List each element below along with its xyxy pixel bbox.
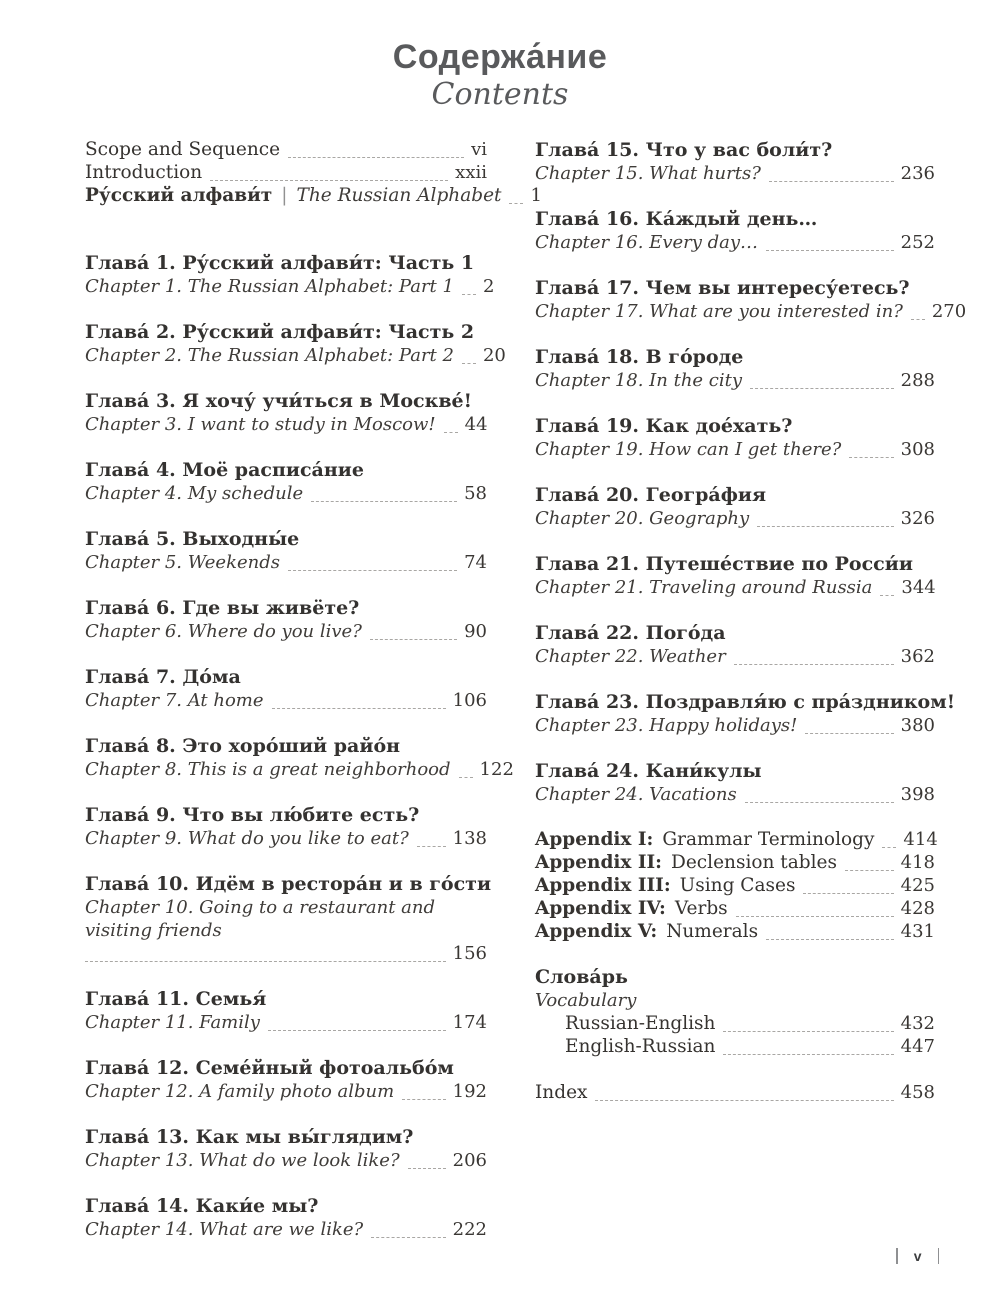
chapter-title-en: Chapter 23. Happy holidays! <box>535 715 798 736</box>
chapter-title-ru: Глава́ 12. Семе́йный фотоальбо́м <box>85 1057 454 1079</box>
leader-line <box>766 939 894 940</box>
leader-line <box>462 294 476 295</box>
chapter-title-ru: Глава́ 13. Как мы вы́глядим? <box>85 1126 414 1148</box>
page-number: 122 <box>479 759 514 780</box>
divider-bar: | <box>281 185 288 206</box>
toc-entry-chapter-12 <box>85 1056 487 1103</box>
leader-line <box>272 708 446 709</box>
page-number: xxii <box>455 162 487 183</box>
chapter-title-ru: Глава́ 22. Пого́да <box>535 622 726 644</box>
chapter-title-en: Chapter 24. Vacations <box>535 784 737 805</box>
page-number: 44 <box>464 414 488 435</box>
leader-line <box>288 570 457 571</box>
page-number: 380 <box>900 715 935 736</box>
leader-line <box>417 846 446 847</box>
page-number: 236 <box>900 163 935 184</box>
page-number: 288 <box>900 370 935 391</box>
chapter-title-ru: Глава́ 17. Чем вы интересу́етесь? <box>535 277 910 299</box>
page-number: 425 <box>900 875 935 896</box>
chapter-title-ru: Глава́ 20. Геогра́фия <box>535 484 767 506</box>
toc-entry-appendix-5 <box>535 920 935 943</box>
leader-line <box>509 203 523 204</box>
toc-entry-chapter-1 <box>85 251 495 298</box>
leader-line <box>595 1100 893 1101</box>
page-number: 308 <box>900 439 935 460</box>
chapter-title-en: Chapter 5. Weekends <box>85 552 280 573</box>
toc-entry-chapter-20 <box>535 483 935 530</box>
toc-entry-chapter-13 <box>85 1125 487 1172</box>
chapter-title-en: Chapter 21. Traveling around Russia <box>535 577 873 598</box>
page-number: 58 <box>464 483 487 504</box>
entry-label: Index <box>535 1082 588 1103</box>
appendix-label: Appendix V: <box>535 921 658 942</box>
appendix-title: Using Cases <box>679 875 796 896</box>
leader-line <box>723 1031 893 1032</box>
leader-line <box>268 1030 446 1031</box>
chapter-title-ru: Глава́ 9. Что вы лю́бите есть? <box>85 804 420 826</box>
chapter-title-ru: Глава́ 1. Ру́сский алфави́т: Часть 1 <box>85 252 475 274</box>
page-number: 432 <box>900 1013 935 1034</box>
leader-line <box>723 1054 893 1055</box>
entry-label: Scope and Sequence <box>85 139 281 160</box>
toc-entry-chapter-14 <box>85 1194 487 1241</box>
chapter-title-ru: Глава́ 4. Моё расписа́ние <box>85 459 364 481</box>
appendix-label: Appendix IV: <box>535 898 666 919</box>
toc-entry-chapter-10 <box>85 872 492 965</box>
footer-divider-right <box>938 1248 940 1264</box>
appendix-title: Grammar Terminology <box>662 829 875 850</box>
toc-entry-appendix-4 <box>535 897 935 920</box>
toc-entry-chapter-23 <box>535 690 956 737</box>
toc-columns <box>0 138 1000 1263</box>
page-number: 326 <box>900 508 935 529</box>
page-number: 344 <box>901 577 936 598</box>
page-number: 222 <box>452 1219 487 1240</box>
leader-line <box>408 1168 446 1169</box>
page-number: 74 <box>464 552 487 573</box>
toc-entry-chapter-21 <box>535 552 935 599</box>
toc-entry-chapter-24 <box>535 759 935 806</box>
title-english: Contents <box>431 77 569 112</box>
toc-entry-chapter-16 <box>535 207 935 254</box>
entry-label: English-Russian <box>565 1036 716 1057</box>
chapter-title-ru: Глава́ 24. Кани́кулы <box>535 760 762 782</box>
leader-line <box>736 916 894 917</box>
chapter-title-ru: Глава́ 11. Семья́ <box>85 988 267 1010</box>
leader-line <box>371 1237 445 1238</box>
toc-entry-chapter-2 <box>85 320 506 367</box>
chapter-title-en: Chapter 15. What hurts? <box>535 163 761 184</box>
page-number: 414 <box>903 829 938 850</box>
leader-line <box>845 870 894 871</box>
chapter-title-en: Chapter 4. My schedule <box>85 483 304 504</box>
toc-entry-chapter-8 <box>85 734 514 781</box>
chapter-title-en: Chapter 3. I want to study in Moscow! <box>85 414 436 435</box>
appendix-title: Verbs <box>674 898 728 919</box>
page-number: 2 <box>482 276 495 297</box>
appendix-label: Appendix II: <box>535 852 663 873</box>
chapter-title-ru: Глава́ 5. Выходны́е <box>85 528 300 550</box>
vocabulary-title-ru: Слова́рь <box>535 966 628 988</box>
leader-line <box>444 432 458 433</box>
toc-entry-chapter-19 <box>535 414 935 461</box>
page-number: vi <box>471 139 487 160</box>
title-russian: Содержа́ние <box>392 38 608 76</box>
page-number: 362 <box>900 646 935 667</box>
chapter-title-en: Chapter 9. What do you like to eat? <box>85 828 409 849</box>
leader-line <box>803 893 893 894</box>
toc-entry-appendix-1 <box>535 828 938 851</box>
leader-line <box>750 388 894 389</box>
toc-entry-alphabet <box>85 184 542 207</box>
page-number: 418 <box>900 852 935 873</box>
vocabulary-title-en: Vocabulary <box>535 990 637 1011</box>
footer-divider-left <box>896 1248 898 1264</box>
leader-line <box>849 457 893 458</box>
leader-line <box>880 595 894 596</box>
page-number: 447 <box>900 1036 935 1057</box>
chapter-title-en: Chapter 19. How can I get there? <box>535 439 842 460</box>
leader-line <box>805 733 893 734</box>
chapter-title-en: Chapter 14. What are we like? <box>85 1219 364 1240</box>
toc-entry-russian-english <box>535 1012 935 1035</box>
folio-page-number: v <box>913 1248 922 1264</box>
page-number: 20 <box>482 345 506 366</box>
page-number: 458 <box>900 1082 935 1103</box>
chapter-title-ru: Глава́ 7. До́ма <box>85 666 241 688</box>
toc-entry-chapter-5 <box>85 527 487 574</box>
toc-entry-chapter-7 <box>85 665 487 712</box>
chapter-title-ru: Глава́ 2. Ру́сский алфави́т: Часть 2 <box>85 321 475 343</box>
toc-entry-chapter-11 <box>85 987 487 1034</box>
leader-line <box>459 777 473 778</box>
toc-right-column <box>535 138 967 1263</box>
toc-entry-index <box>535 1081 935 1104</box>
leader-line <box>766 250 894 251</box>
leader-line <box>210 180 448 181</box>
toc-entry-chapter-4 <box>85 458 487 505</box>
appendix-title: Declension tables <box>671 852 837 873</box>
chapter-title-en: Chapter 1. The Russian Alphabet: Part 1 <box>85 276 454 297</box>
chapter-title-ru: Глава́ 14. Каки́е мы? <box>85 1195 319 1217</box>
leader-line <box>370 639 457 640</box>
toc-entry-appendix-3 <box>535 874 935 897</box>
left-chapter-list <box>85 251 514 1241</box>
leader-line <box>911 319 925 320</box>
toc-entry-chapter-15 <box>535 138 935 185</box>
chapter-title-ru: Глава́ 10. Идём в рестора́н и в го́сти <box>85 873 492 895</box>
leader-line <box>757 526 893 527</box>
chapter-title-en: Chapter 11. Family <box>85 1012 260 1033</box>
toc-entry-scope <box>85 138 487 161</box>
page-number: 428 <box>900 898 935 919</box>
appendix-label: Appendix I: <box>535 829 654 850</box>
appendix-title: Numerals <box>666 921 759 942</box>
toc-entry-chapter-17 <box>535 276 967 323</box>
leader-line <box>882 847 896 848</box>
chapter-title-en: Chapter 18. In the city <box>535 370 743 391</box>
page-number: 252 <box>900 232 935 253</box>
leader-line <box>769 181 894 182</box>
chapter-title-ru: Глава 21. Путеше́ствие по Росси́и <box>535 553 913 575</box>
chapter-title-ru: Глава́ 8. Это хоро́ший райо́н <box>85 735 401 757</box>
chapter-title-ru: Глава́ 6. Где вы живёте? <box>85 597 360 619</box>
chapter-title-ru: Глава́ 18. В го́роде <box>535 346 744 368</box>
chapter-title-ru: Глава́ 16. Ка́ждый день… <box>535 208 818 230</box>
page-number: 270 <box>931 301 967 322</box>
entry-label: Introduction <box>85 162 203 183</box>
chapter-title-ru: Глава́ 15. Что у вас боли́т? <box>535 139 833 161</box>
chapter-title-ru: Глава́ 23. Поздравля́ю с пра́здником! <box>535 691 956 713</box>
toc-entry-english-russian <box>535 1035 935 1058</box>
leader-line <box>85 961 446 962</box>
chapter-title-en: Chapter 6. Where do you live? <box>85 621 362 642</box>
page-number: 174 <box>452 1012 487 1033</box>
chapter-title-en: Chapter 8. This is a great neighborhood <box>85 759 451 780</box>
page-footer <box>896 1248 939 1264</box>
toc-entry-appendix-2 <box>535 851 935 874</box>
page-number: 138 <box>452 828 487 849</box>
right-chapter-list <box>535 138 967 1104</box>
chapter-title-en: Chapter 16. Every day… <box>535 232 759 253</box>
chapter-title-ru: Глава́ 3. Я хочу́ учи́ться в Москве́! <box>85 390 472 412</box>
chapter-title-en: Chapter 13. What do we look like? <box>85 1150 400 1171</box>
chapter-title-ru: Глава́ 19. Как дое́хать? <box>535 415 793 437</box>
entry-label-ru: Ру́сский алфави́т <box>85 185 273 206</box>
page-number: 106 <box>452 690 487 711</box>
chapter-title-en: Chapter 22. Weather <box>535 646 726 667</box>
chapter-title-en: Chapter 12. A family photo album <box>85 1081 395 1102</box>
page-number: 192 <box>452 1081 487 1102</box>
entry-label-en: The Russian Alphabet <box>296 185 502 206</box>
page-number: 1 <box>530 185 542 206</box>
leader-line <box>745 802 894 803</box>
leader-line <box>734 664 894 665</box>
toc-entry-chapter-3 <box>85 389 487 436</box>
leader-line <box>311 501 457 502</box>
toc-entry-chapter-9 <box>85 803 487 850</box>
toc-entry-chapter-22 <box>535 621 935 668</box>
page-title <box>0 0 1000 114</box>
chapter-title-en: Chapter 10. Going to a restaurant and visiting friends <box>85 897 436 941</box>
chapter-title-en: Chapter 7. At home <box>85 690 264 711</box>
page-number: 90 <box>464 621 487 642</box>
page-number: 156 <box>452 943 487 964</box>
appendix-label: Appendix III: <box>535 875 671 896</box>
leader-line <box>288 157 464 158</box>
page-number: 398 <box>900 784 935 805</box>
appendix-list <box>535 828 938 943</box>
entry-label: Russian-English <box>565 1013 716 1034</box>
leader-line <box>402 1099 445 1100</box>
toc-entry-chapter-6 <box>85 596 487 643</box>
page-number: 206 <box>452 1150 487 1171</box>
leader-line <box>462 363 476 364</box>
toc-entry-introduction <box>85 161 487 184</box>
chapter-title-en: Chapter 20. Geography <box>535 508 750 529</box>
page-number: 431 <box>900 921 935 942</box>
chapter-title-en: Chapter 17. What are you interested in? <box>535 301 903 322</box>
toc-entry-chapter-18 <box>535 345 935 392</box>
toc-entry-vocabulary <box>535 965 935 1058</box>
chapter-title-en: Chapter 2. The Russian Alphabet: Part 2 <box>85 345 454 366</box>
toc-left-column <box>85 138 542 1263</box>
